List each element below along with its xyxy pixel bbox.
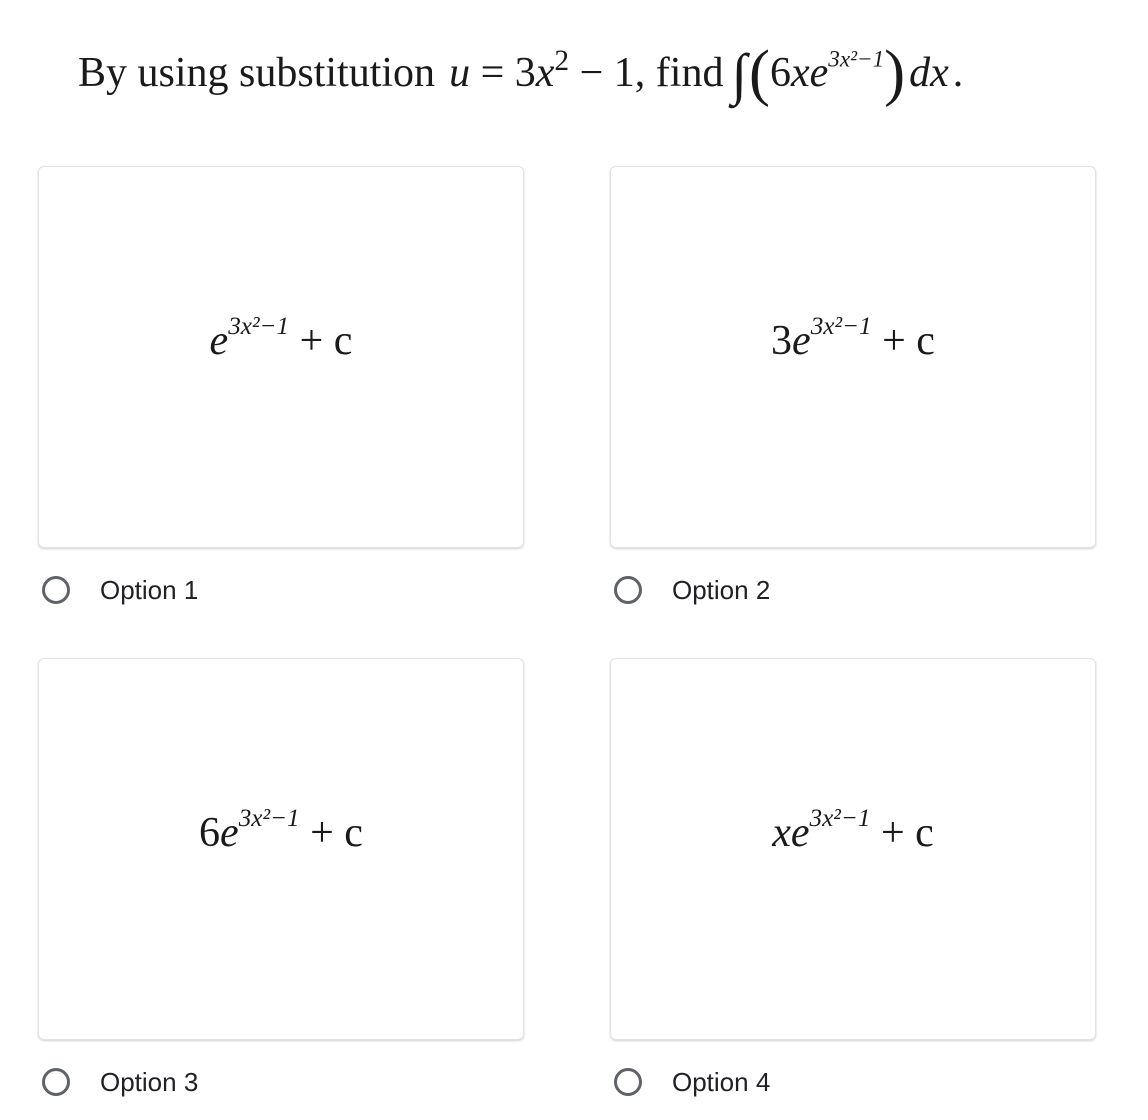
option-3-label[interactable]: Option 3 bbox=[100, 1066, 199, 1097]
option-1-exp: 3x²−1 bbox=[228, 312, 290, 340]
option-1-tail: + c bbox=[289, 318, 353, 364]
integrand-exp: 3x²−1 bbox=[828, 45, 885, 72]
substitution-expression bbox=[449, 44, 635, 97]
option-3-exp: 3x²−1 bbox=[238, 804, 300, 832]
option-3-base: e bbox=[220, 810, 239, 856]
option-2-label[interactable]: Option 2 bbox=[672, 574, 771, 605]
integral-sign: ∫ bbox=[731, 42, 747, 106]
option-4-choice[interactable] bbox=[614, 1062, 770, 1102]
option-3-coef: 6 bbox=[199, 810, 221, 856]
option-3-choice[interactable] bbox=[42, 1062, 198, 1102]
option-4-expression bbox=[611, 804, 1095, 857]
option-2-card[interactable] bbox=[610, 166, 1096, 548]
option-3-expression bbox=[39, 804, 523, 857]
option-4-exp: 3x²−1 bbox=[809, 804, 871, 832]
option-4-tail: + c bbox=[870, 810, 934, 856]
option-2-coef: 3 bbox=[771, 318, 793, 364]
option-4-card[interactable] bbox=[610, 658, 1096, 1040]
sub-u: u bbox=[449, 50, 471, 96]
question-text bbox=[78, 38, 1138, 108]
sub-x: x bbox=[535, 50, 555, 96]
question-period: . bbox=[952, 50, 964, 96]
option-4-label[interactable]: Option 4 bbox=[672, 1066, 771, 1097]
option-2-tail: + c bbox=[871, 318, 935, 364]
option-4-base: e bbox=[790, 810, 810, 856]
option-1-choice[interactable] bbox=[42, 570, 198, 610]
option-1-card[interactable] bbox=[38, 166, 524, 548]
integral-expression bbox=[723, 37, 964, 108]
option-1-base: e bbox=[209, 318, 229, 364]
integrand-e: e bbox=[809, 50, 829, 96]
option-1-expression bbox=[39, 312, 523, 365]
question-prefix: By using substitution bbox=[78, 50, 436, 96]
option-1-radio[interactable] bbox=[42, 576, 70, 604]
question-find: , find bbox=[634, 50, 724, 96]
option-4-radio[interactable] bbox=[614, 1068, 642, 1096]
option-2-choice[interactable] bbox=[614, 570, 770, 610]
sub-tail: − 1 bbox=[569, 50, 635, 96]
option-3-tail: + c bbox=[299, 810, 363, 856]
integrand-coef: 6 bbox=[769, 50, 791, 96]
option-4-coef: x bbox=[772, 810, 791, 856]
option-1-label[interactable]: Option 1 bbox=[100, 574, 199, 605]
integrand-x: x bbox=[790, 50, 810, 96]
option-3-card[interactable] bbox=[38, 658, 524, 1040]
option-2-base: e bbox=[792, 318, 811, 364]
option-3-radio[interactable] bbox=[42, 1068, 70, 1096]
option-2-exp: 3x²−1 bbox=[810, 312, 872, 340]
sub-eq: = 3 bbox=[470, 50, 536, 96]
sub-exp: 2 bbox=[554, 44, 570, 77]
integrand-dx: dx bbox=[909, 50, 949, 96]
option-2-expression bbox=[611, 312, 1095, 365]
right-paren: ) bbox=[884, 37, 906, 108]
left-paren: ( bbox=[748, 37, 770, 108]
option-2-radio[interactable] bbox=[614, 576, 642, 604]
